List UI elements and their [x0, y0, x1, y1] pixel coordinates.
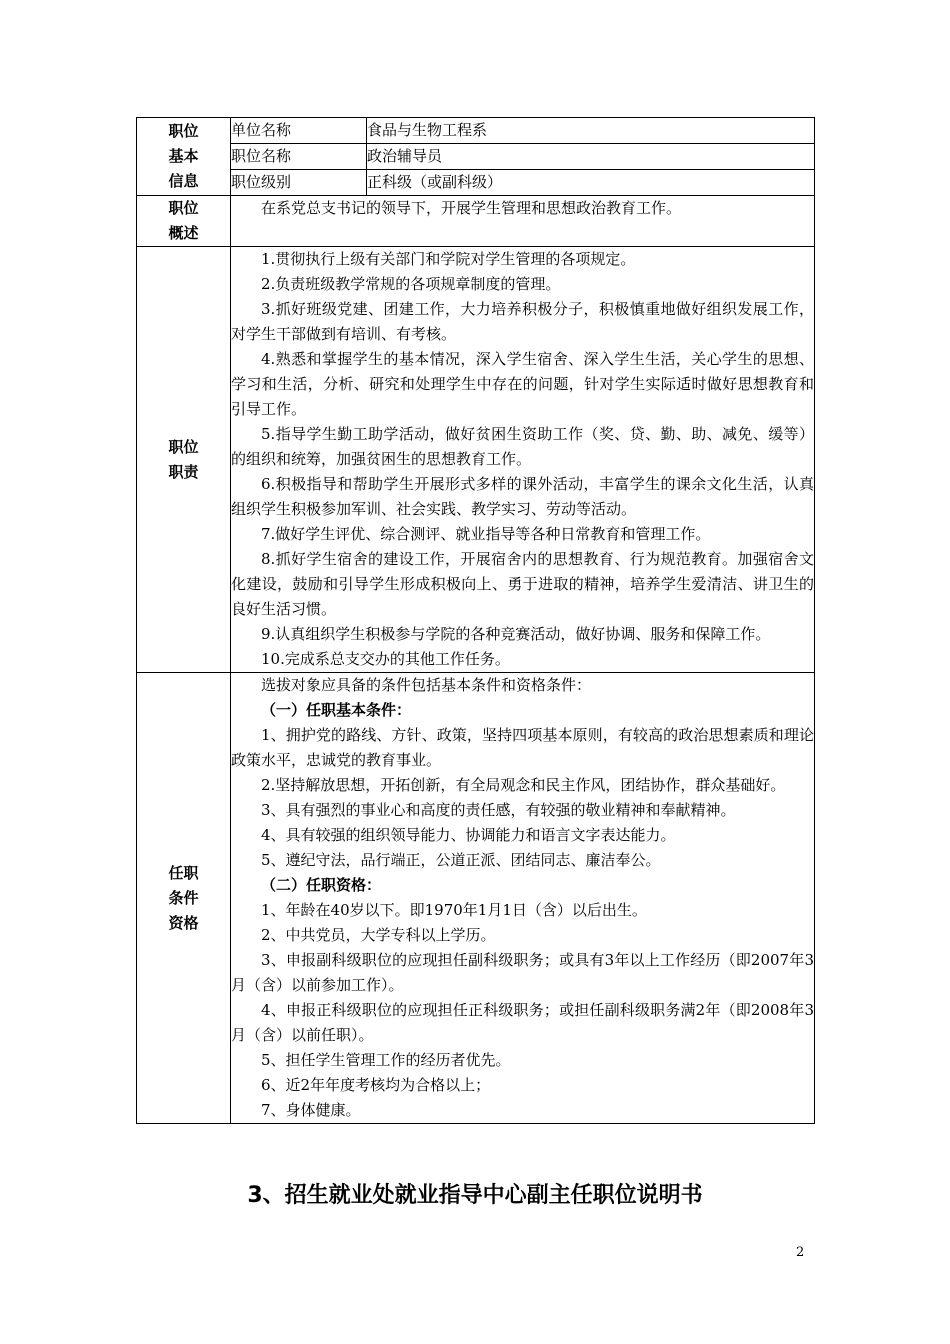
position-name-label: 职位名称	[231, 144, 367, 170]
basic-condition-item: 3、具有强烈的事业心和高度的责任感，有较强的敬业精神和奉献精神。	[261, 801, 736, 819]
qualification-item: 4、申报正科级职位的应现担任正科级职务；或担任副科级职务满2年（即2008年3月（含）以前任职）。	[231, 1001, 814, 1044]
position-name-value: 政治辅导员	[367, 144, 815, 170]
basic-condition-item: 5、遵纪守法，品行端正，公道正派、团结同志、廉洁奉公。	[261, 851, 661, 869]
duty-item: 1.贯彻执行上级有关部门和学院对学生管理的各项规定。	[261, 250, 636, 268]
header-line: 条件	[168, 888, 199, 907]
qualification-item: 3、申报副科级职位的应现担任副科级职务；或具有3年以上工作经历（即2007年3月（含）以前参加工作）。	[231, 951, 814, 994]
qualification-item: 6、近2年年度考核均为合格以上；	[261, 1076, 491, 1094]
position-level-value: 正科级（或副科级）	[367, 170, 815, 196]
duty-item: 9.认真组织学生积极参与学院的各种竞赛活动，做好协调、服务和保障工作。	[261, 625, 771, 643]
duty-item: 6.积极指导和帮助学生开展形式多样的课外活动，丰富学生的课余文化生活，认真组织学生积极参加军训、社会实践、教学实习、劳动等活动。	[231, 475, 814, 518]
header-line: 概述	[168, 224, 199, 242]
unit-name-value: 食品与生物工程系	[367, 118, 815, 144]
qualifications-intro: 选拔对象应具备的条件包括基本条件和资格条件：	[261, 676, 592, 694]
duty-item: 8.抓好学生宿舍的建设工作，开展宿舍内的思想教育、行为规范教育。加强宿舍文化建设，鼓励和引导学生形成积极向上、勇于进取的精神，培养学生爱清洁、讲卫生的良好生活习惯。	[231, 550, 814, 618]
duty-item: 2.负责班级教学常规的各项规章制度的管理。	[261, 275, 561, 293]
qualification-item: 7、身体健康。	[261, 1101, 361, 1119]
basic-info-row	[137, 170, 815, 196]
job-description-table	[136, 117, 815, 1124]
duties-row	[137, 247, 815, 673]
qualification-item: 1、年龄在40岁以下。即1970年1月1日（含）以后出生。	[261, 901, 647, 919]
basic-info-row	[137, 118, 815, 144]
header-line: 任职	[168, 863, 199, 882]
duty-item: 4.熟悉和掌握学生的基本情况，深入学生宿舍、深入学生生活，关心学生的思想、学习和生活，分析、研究和处理学生中存在的问题，针对学生实际适时做好思想教育和引导工作。	[231, 350, 814, 418]
basic-condition-item: 4、具有较强的组织领导能力、协调能力和语言文字表达能力。	[261, 826, 676, 844]
overview-row	[137, 196, 815, 247]
header-line: 职位	[168, 437, 199, 456]
page-number: 2	[796, 1245, 805, 1260]
qualifications-row	[137, 673, 815, 1124]
qualifications-heading: （二）任职资格：	[261, 876, 382, 894]
header-line: 信息	[168, 172, 199, 190]
header-line: 职位	[168, 199, 199, 217]
duty-item: 10.完成系总支交办的其他工作任务。	[261, 650, 510, 668]
header-line: 职位	[168, 122, 199, 140]
duties-cell	[231, 247, 815, 673]
qualifications-header	[137, 673, 231, 1124]
basic-info-row	[137, 144, 815, 170]
duty-item: 3.抓好班级党建、团建工作，大力培养积极分子，积极慎重地做好组织发展工作，对学生干部做到有培训、有考核。	[231, 300, 814, 343]
header-line: 基本	[168, 147, 199, 165]
duty-item: 7.做好学生评优、综合测评、就业指导等各种日常教育和管理工作。	[261, 525, 711, 543]
qualification-item: 2、中共党员，大学专科以上学历。	[261, 926, 496, 944]
position-level-label: 职位级别	[231, 170, 367, 196]
section-title: 3、招生就业处就业指导中心副主任职位说明书	[247, 1183, 703, 1208]
qualifications-cell	[231, 673, 815, 1124]
basic-condition-item: 1、拥护党的路线、方针、政策，坚持四项基本原则，有较高的政治思想素质和理论政策水平，忠诚党的教育事业。	[231, 726, 814, 769]
duties-header	[137, 247, 231, 673]
unit-name-label: 单位名称	[231, 118, 367, 144]
header-line: 职责	[168, 462, 199, 481]
basic-conditions-heading: （一）任职基本条件：	[261, 701, 412, 719]
header-line: 资格	[168, 913, 199, 932]
duty-item: 5.指导学生勤工助学活动，做好贫困生资助工作（奖、贷、勤、助、减免、缓等）的组织和统筹，加强贫困生的思想教育工作。	[231, 425, 814, 468]
overview-text: 在系党总支书记的领导下，开展学生管理和思想政治教育工作。	[261, 199, 682, 217]
overview-text-cell	[231, 196, 815, 247]
basic-condition-item: 2.坚持解放思想，开拓创新，有全局观念和民主作风，团结协作，群众基础好。	[261, 776, 786, 794]
basic-info-header	[137, 118, 231, 196]
overview-header	[137, 196, 231, 247]
qualification-item: 5、担任学生管理工作的经历者优先。	[261, 1051, 511, 1069]
